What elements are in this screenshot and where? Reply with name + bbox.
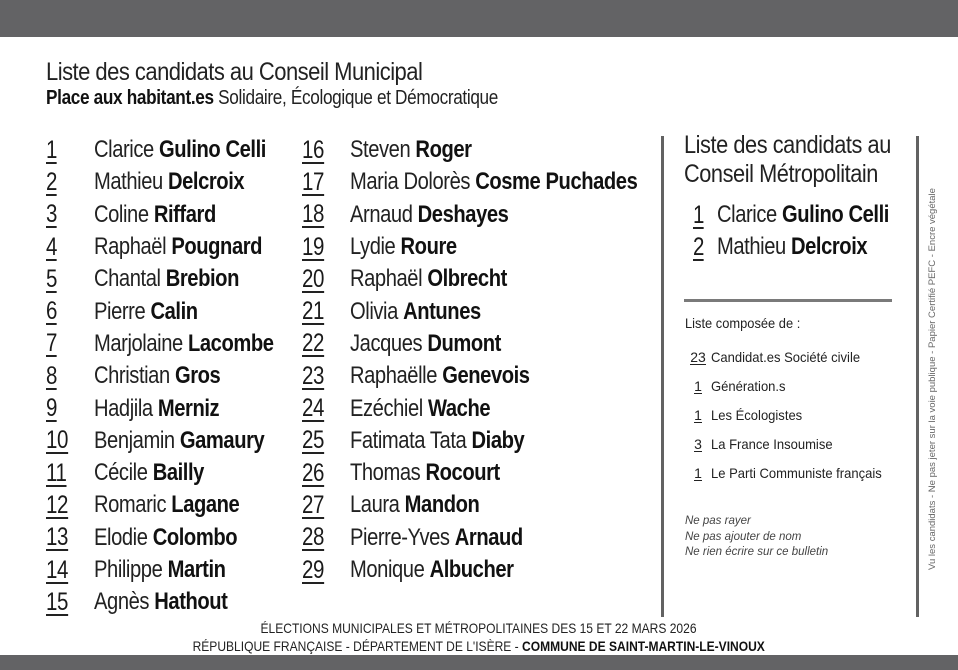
candidate-row	[46, 360, 308, 392]
composition-item	[685, 458, 895, 487]
composition-item	[685, 371, 895, 400]
candidate-row	[46, 263, 308, 295]
candidate-name: Cécile Bailly	[94, 459, 204, 487]
candidate-name: Philippe Martin	[94, 556, 226, 583]
bottom-frame-bar	[0, 655, 958, 670]
candidate-row	[302, 392, 692, 424]
candidate-column-2	[302, 134, 692, 586]
composition-item	[685, 342, 895, 371]
candidate-number: 24	[302, 394, 324, 423]
top-frame-bar	[0, 0, 958, 37]
candidate-row	[46, 295, 308, 327]
composition-label: Génération.s	[711, 377, 786, 394]
candidate-name: Hadjila Merniz	[94, 394, 220, 422]
candidate-row	[302, 295, 692, 327]
candidate-name: Clarice Gulino Celli	[717, 201, 889, 228]
composition-item	[685, 400, 895, 429]
candidate-number: 22	[302, 329, 324, 358]
candidate-number: 13	[46, 523, 68, 552]
composition-list	[685, 342, 895, 487]
candidate-row	[302, 489, 692, 521]
candidate-name: Steven Roger	[350, 136, 472, 164]
candidate-number: 3	[46, 200, 57, 229]
candidate-row	[46, 166, 308, 198]
candidate-row	[302, 231, 692, 263]
metropolitan-candidate	[693, 231, 922, 263]
candidate-name: Monique Albucher	[350, 556, 514, 583]
candidate-number: 20	[302, 264, 324, 293]
candidate-name: Fatimata Tata Diaby	[350, 426, 525, 454]
candidate-name: Chantal Brebion	[94, 265, 239, 293]
candidate-name: Ezéchiel Wache	[350, 394, 491, 422]
metropolitan-panel	[684, 131, 922, 261]
candidate-name: Pierre-Yves Arnaud	[350, 523, 523, 551]
candidate-number: 16	[302, 135, 324, 164]
candidate-name: Thomas Rocourt	[350, 459, 500, 487]
candidate-row	[46, 134, 308, 166]
candidate-number: 4	[46, 232, 57, 261]
metropolitan-candidate-list	[693, 199, 922, 263]
candidate-number: 26	[302, 458, 324, 487]
candidate-name: Lydie Roure	[350, 233, 457, 261]
candidate-number: 28	[302, 523, 324, 552]
metropolitan-title	[684, 131, 891, 189]
vertical-legal-note	[926, 190, 940, 570]
candidate-name: Romaric Lagane	[94, 491, 240, 519]
composition-item	[685, 429, 895, 458]
candidate-name: Pierre Calin	[94, 297, 198, 325]
ballot-header	[46, 57, 572, 110]
candidate-name: Maria Dolorès Cosme Puchades	[350, 168, 638, 196]
page-title: Liste des candidats au Conseil Municipal	[46, 58, 423, 86]
candidate-number: 1	[693, 200, 704, 229]
candidate-number: 7	[46, 329, 57, 358]
composition-label: Candidat.es Société civile	[711, 348, 861, 365]
candidate-number: 10	[46, 426, 68, 455]
list-name-tagline: Solidaire, Écologique et Démocratique	[213, 87, 499, 109]
warning-line: Ne pas ajouter de nom	[685, 530, 802, 543]
composition-label: Le Parti Communiste français	[711, 464, 882, 481]
candidate-number: 25	[302, 426, 324, 455]
candidate-row	[302, 199, 692, 231]
candidate-name: Raphaël Pougnard	[94, 233, 263, 261]
candidate-row	[46, 554, 308, 586]
candidate-row	[46, 231, 308, 263]
candidate-name: Jacques Dumont	[350, 329, 501, 357]
ballot-warnings	[685, 514, 828, 561]
candidate-row	[302, 134, 692, 166]
candidate-row	[302, 457, 692, 489]
candidate-row	[46, 392, 308, 424]
candidate-number: 2	[46, 167, 57, 196]
candidate-name: Laura Mandon	[350, 491, 480, 519]
candidate-row	[302, 554, 692, 586]
candidate-number: 27	[302, 490, 324, 519]
candidate-name: Raphaëlle Genevois	[350, 362, 530, 390]
composition-count: 1	[694, 377, 702, 394]
warning-line: Ne pas rayer	[685, 515, 751, 527]
candidate-column-1	[46, 134, 308, 618]
footer-jurisdiction-line: RÉPUBLIQUE FRANÇAISE - DÉPARTEMENT DE L'ISÈRE - COMMUNE DE SAINT-MARTIN-LE-VINOUX	[192, 638, 766, 654]
candidate-name: Mathieu Delcroix	[717, 233, 868, 260]
candidate-name: Coline Riffard	[94, 200, 216, 228]
candidate-number: 12	[46, 490, 68, 519]
candidate-row	[302, 360, 692, 392]
candidate-row	[46, 522, 308, 554]
candidate-row	[46, 586, 308, 618]
candidate-number: 1	[46, 135, 57, 164]
candidate-row	[302, 328, 692, 360]
candidate-row	[46, 199, 308, 231]
candidate-name: Christian Gros	[94, 362, 221, 390]
candidate-number: 23	[302, 361, 324, 390]
panel-divider-left	[661, 136, 664, 617]
composition-count: 1	[694, 464, 702, 481]
metropolitan-title-line1: Liste des candidats au	[684, 131, 891, 159]
candidate-number: 15	[46, 587, 68, 616]
composition-count: 1	[694, 406, 702, 423]
candidate-name: Agnès Hathout	[94, 588, 228, 616]
candidate-number: 18	[302, 200, 324, 229]
candidate-number: 21	[302, 297, 324, 326]
footer-election-line: ÉLECTIONS MUNICIPALES ET MÉTROPOLITAINES DES 15 ET 22 MARS 2026	[260, 620, 698, 636]
candidate-row	[46, 328, 308, 360]
candidate-row	[302, 166, 692, 198]
candidate-row	[302, 522, 692, 554]
candidate-number: 14	[46, 555, 68, 584]
candidate-name: Arnaud Deshayes	[350, 200, 509, 228]
metropolitan-candidate	[693, 199, 922, 231]
candidate-row	[46, 489, 308, 521]
candidate-number: 5	[46, 264, 57, 293]
composition-label: La France Insoumise	[711, 435, 833, 452]
candidate-number: 9	[46, 394, 57, 423]
candidate-row	[302, 263, 692, 295]
candidate-row	[46, 425, 308, 457]
candidate-number: 8	[46, 361, 57, 390]
candidate-number: 29	[302, 555, 324, 584]
candidate-number: 2	[693, 232, 704, 261]
ballot-footer	[0, 620, 958, 656]
candidate-name: Benjamin Gamaury	[94, 426, 265, 454]
candidate-number: 6	[46, 297, 57, 326]
candidate-row	[46, 457, 308, 489]
candidate-name: Raphaël Olbrecht	[350, 265, 507, 293]
candidate-number: 17	[302, 167, 324, 196]
composition-label: Les Écologistes	[711, 406, 803, 423]
list-name	[46, 86, 498, 110]
candidate-number: 19	[302, 232, 324, 261]
candidate-name: Olivia Antunes	[350, 297, 481, 325]
candidate-number: 11	[46, 458, 67, 487]
list-composition	[685, 315, 895, 487]
candidate-row	[302, 425, 692, 457]
composition-count: 23	[690, 348, 706, 365]
metropolitan-title-line2: Conseil Métropolitain	[684, 160, 878, 188]
composition-title: Liste composée de :	[685, 315, 801, 331]
candidate-name: Elodie Colombo	[94, 523, 238, 551]
section-separator	[684, 299, 892, 302]
candidate-name: Clarice Gulino Celli	[94, 136, 266, 164]
composition-count: 3	[694, 435, 702, 452]
warning-line: Ne rien écrire sur ce bulletin	[685, 546, 829, 558]
list-name-bold: Place aux habitant.es	[46, 87, 214, 109]
candidate-name: Marjolaine Lacombe	[94, 329, 274, 357]
vertical-note-text: Vu les candidats - Ne pas jeter sur la voie publique - Papier Certifié PEFC - Encre végétale	[927, 188, 938, 570]
candidate-name: Mathieu Delcroix	[94, 168, 245, 196]
